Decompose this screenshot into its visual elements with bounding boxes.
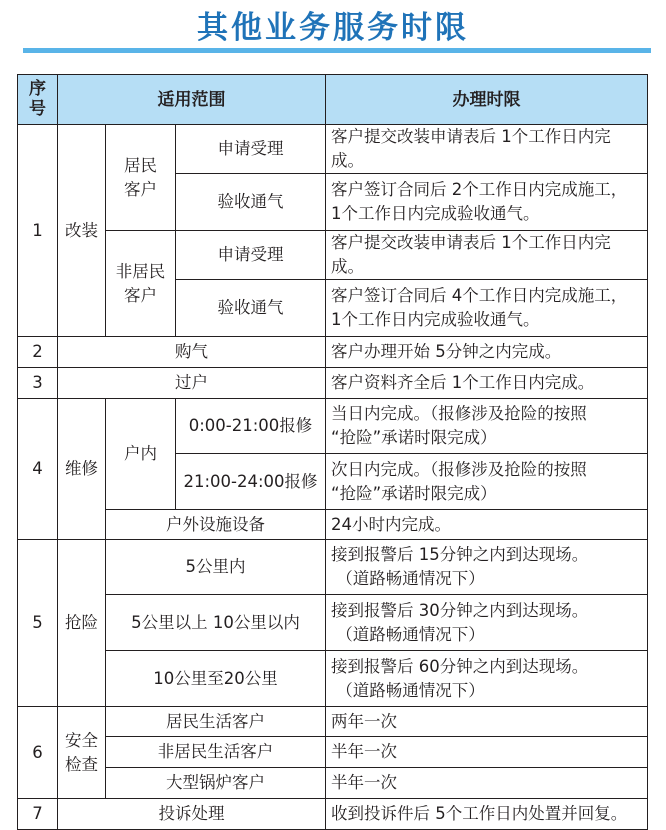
limit-cell: 客户资料齐全后 1个工作日内完成。 — [326, 368, 648, 399]
scope-cell: 大型锅炉客户 — [106, 768, 326, 799]
limit-cell: 客户办理开始 5分钟之内完成。 — [326, 337, 648, 368]
row-number: 7 — [18, 799, 58, 830]
category-cell: 抢险 — [58, 540, 106, 707]
limit-cell: 半年一次 — [326, 768, 648, 799]
scope-cell: 投诉处理 — [58, 799, 326, 830]
limit-cell: 客户签订合同后 2个工作日内完成施工， 1个工作日内完成验收通气。 — [326, 174, 648, 231]
row-number: 1 — [18, 125, 58, 337]
table-row — [18, 337, 648, 368]
scope-cell: 21:00-24:00报修 — [176, 454, 326, 510]
table-row — [18, 540, 648, 595]
limit-cell: 半年一次 — [326, 737, 648, 768]
limit-cell: 次日内完成。（报修涉及抢险的按照 “抢险”承诺时限完成） — [326, 454, 648, 510]
limit-cell: 客户提交改装申请表后 1个工作日内完成。 — [326, 125, 648, 174]
category-cell: 改装 — [58, 125, 106, 337]
limit-cell: 接到报警后 15分钟之内到达现场。 （道路畅通情况下） — [326, 540, 648, 595]
limit-cell: 客户提交改装申请表后 1个工作日内完成。 — [326, 231, 648, 280]
table-row — [18, 510, 648, 540]
table-row — [18, 768, 648, 799]
scope-cell: 0:00-21:00报修 — [176, 399, 326, 454]
title-underline — [23, 48, 651, 53]
table-row — [18, 799, 648, 830]
row-number: 2 — [18, 337, 58, 368]
table-row — [18, 399, 648, 454]
table-header-row — [18, 75, 648, 125]
scope-cell: 居民生活客户 — [106, 707, 326, 737]
scope-cell: 申请受理 — [176, 125, 326, 174]
header-no: 序 号 — [18, 75, 58, 125]
category-cell: 维修 — [58, 399, 106, 540]
table-row — [18, 707, 648, 737]
table-row — [18, 368, 648, 399]
limit-cell: 24小时内完成。 — [326, 510, 648, 540]
scope-cell: 户外设施设备 — [106, 510, 326, 540]
scope-cell: 非居民生活客户 — [106, 737, 326, 768]
header-limit: 办理时限 — [326, 75, 648, 125]
row-number: 3 — [18, 368, 58, 399]
indoor-cell: 户内 — [106, 399, 176, 510]
page-title: 其他业务服务时限 — [197, 10, 469, 46]
limit-cell: 收到投诉件后 5个工作日内处置并回复。 — [326, 799, 648, 830]
row-number: 5 — [18, 540, 58, 707]
customer-type-cell: 居民 客户 — [106, 125, 176, 231]
scope-cell: 验收通气 — [176, 174, 326, 231]
limit-cell: 两年一次 — [326, 707, 648, 737]
header-scope: 适用范围 — [58, 75, 326, 125]
scope-cell: 10公里至20公里 — [106, 651, 326, 707]
table-row — [18, 737, 648, 768]
category-cell: 安全 检查 — [58, 707, 106, 799]
table-row — [18, 651, 648, 707]
scope-cell: 5公里内 — [106, 540, 326, 595]
table-row — [18, 231, 648, 280]
scope-cell: 验收通气 — [176, 280, 326, 337]
row-number: 6 — [18, 707, 58, 799]
limit-cell: 接到报警后 60分钟之内到达现场。 （道路畅通情况下） — [326, 651, 648, 707]
table-row — [18, 125, 648, 174]
limit-cell: 当日内完成。（报修涉及抢险的按照 “抢险”承诺时限完成） — [326, 399, 648, 454]
scope-cell: 过户 — [58, 368, 326, 399]
scope-cell: 购气 — [58, 337, 326, 368]
scope-cell: 申请受理 — [176, 231, 326, 280]
service-time-table — [17, 74, 648, 830]
table-row — [18, 595, 648, 651]
limit-cell: 客户签订合同后 4个工作日内完成施工， 1个工作日内完成验收通气。 — [326, 280, 648, 337]
limit-cell: 接到报警后 30分钟之内到达现场。 （道路畅通情况下） — [326, 595, 648, 651]
customer-type-cell: 非居民 客户 — [106, 231, 176, 337]
scope-cell: 5公里以上 10公里以内 — [106, 595, 326, 651]
row-number: 4 — [18, 399, 58, 540]
